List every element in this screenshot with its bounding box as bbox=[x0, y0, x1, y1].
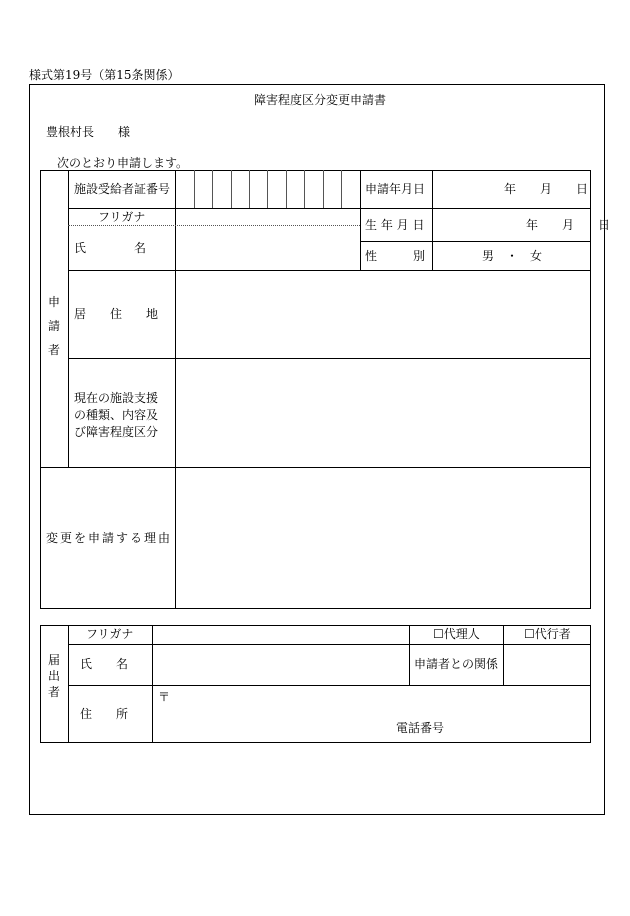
relation-label: 申請者との関係 bbox=[414, 657, 499, 671]
current-service-line-1: 現在の施設支援 bbox=[74, 391, 159, 405]
name-label: 氏 名 bbox=[74, 241, 147, 255]
notifier-furigana-label: フリガナ bbox=[86, 627, 134, 641]
notifier-name-input[interactable] bbox=[153, 645, 409, 685]
notifier-address-input[interactable] bbox=[170, 686, 590, 742]
agent-checkbox[interactable]: ☐代理人 bbox=[433, 627, 480, 641]
divider bbox=[432, 170, 433, 270]
relation-input[interactable] bbox=[504, 645, 590, 685]
postal-mark: 〒 bbox=[158, 690, 171, 704]
intro-text: 次のとおり申請します。 bbox=[57, 156, 189, 170]
addressee: 豊根村長 様 bbox=[46, 125, 131, 139]
notifier-section-label: 届出者 bbox=[47, 653, 60, 699]
current-service-input[interactable] bbox=[176, 359, 590, 467]
form-label: 様式第19号（第15条関係） bbox=[29, 68, 180, 82]
notifier-name-label: 氏 名 bbox=[80, 657, 129, 671]
phone-label: 電話番号 bbox=[396, 721, 445, 735]
application-date-label: 申請年月日 bbox=[365, 182, 426, 196]
divider bbox=[409, 625, 410, 685]
divider bbox=[68, 170, 69, 467]
current-service-line-2: の種類、内容及 bbox=[74, 408, 159, 422]
divider bbox=[360, 241, 591, 242]
proxy-checkbox[interactable]: ☐代行者 bbox=[524, 627, 571, 641]
cert-number-input[interactable] bbox=[176, 171, 360, 208]
notifier-furigana-input[interactable] bbox=[153, 626, 409, 644]
cert-number-label: 施設受給者証番号 bbox=[74, 182, 171, 196]
sex-label: 性 別 bbox=[365, 249, 426, 263]
application-date-value[interactable]: 年 月 日 bbox=[504, 182, 589, 196]
address-label: 居 住 地 bbox=[74, 307, 165, 321]
reason-input[interactable] bbox=[176, 468, 590, 608]
reason-label: 変更を申請する理由 bbox=[46, 531, 173, 545]
notifier-address-label: 住 所 bbox=[80, 707, 129, 721]
divider bbox=[68, 625, 69, 743]
divider bbox=[360, 170, 361, 270]
furigana-input[interactable] bbox=[176, 209, 360, 225]
current-service-label bbox=[74, 390, 174, 441]
applicant-section-label: 申請者 bbox=[47, 295, 60, 357]
furigana-label: フリガナ bbox=[98, 210, 146, 224]
current-service-line-3: び障害程度区分 bbox=[74, 425, 159, 439]
sex-value[interactable]: 男 ・ 女 bbox=[482, 249, 543, 263]
birth-date-label: 生 年 月 日 bbox=[365, 218, 425, 232]
name-input[interactable] bbox=[176, 226, 360, 270]
page-title: 障害程度区分変更申請書 bbox=[254, 93, 387, 107]
birth-date-value[interactable]: 年 月 日 bbox=[526, 218, 611, 232]
address-input[interactable] bbox=[176, 271, 590, 358]
